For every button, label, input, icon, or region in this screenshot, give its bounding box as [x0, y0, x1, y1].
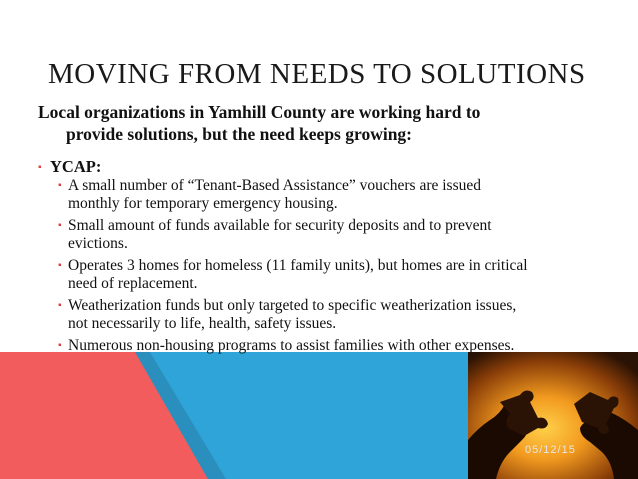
slide-date: 05/12/15	[525, 444, 576, 456]
list-item	[58, 337, 628, 355]
bullet-line-1: Small amount of funds available for security deposits and to prevent	[68, 217, 492, 234]
subtitle-line-2: provide solutions, but the need keeps growing:	[66, 124, 413, 144]
section-label: YCAP:	[50, 157, 102, 176]
square-bullet-icon	[58, 257, 62, 275]
bullet-line-2: not necessarily to life, health, safety issues.	[68, 315, 337, 332]
bullet-line-2: monthly for temporary emergency housing.	[68, 195, 338, 212]
bullet-line-2: evictions.	[68, 235, 128, 252]
list-item	[58, 177, 628, 213]
list-item	[58, 257, 628, 293]
bullet-line-1: A small number of “Tenant-Based Assistance” vouchers are issued	[68, 177, 481, 194]
square-bullet-icon	[58, 177, 62, 195]
square-bullet-icon	[58, 297, 62, 315]
subtitle-line-1: Local organizations in Yamhill County are working hard to	[38, 102, 481, 122]
bullet-line-1: Operates 3 homes for homeless (11 family units), but homes are in critical	[68, 257, 528, 274]
bullet-line-1: Weatherization funds but only targeted to specific weatherization issues,	[68, 297, 517, 314]
square-bullet-icon	[58, 217, 62, 235]
bullet-line-2: need of replacement.	[68, 275, 198, 292]
bullet-list	[38, 157, 628, 359]
square-bullet-icon	[38, 158, 42, 178]
square-bullet-icon	[58, 337, 62, 355]
sub-bullet-list	[38, 177, 628, 355]
slide-subtitle	[38, 101, 598, 145]
slide-title: MOVING FROM NEEDS TO SOLUTIONS	[48, 58, 586, 90]
list-item	[58, 217, 628, 253]
section-heading	[38, 157, 628, 177]
puzzle-photo	[468, 352, 638, 479]
list-item	[58, 297, 628, 333]
bullet-line-1: Numerous non-housing programs to assist families with other expenses.	[68, 337, 515, 354]
